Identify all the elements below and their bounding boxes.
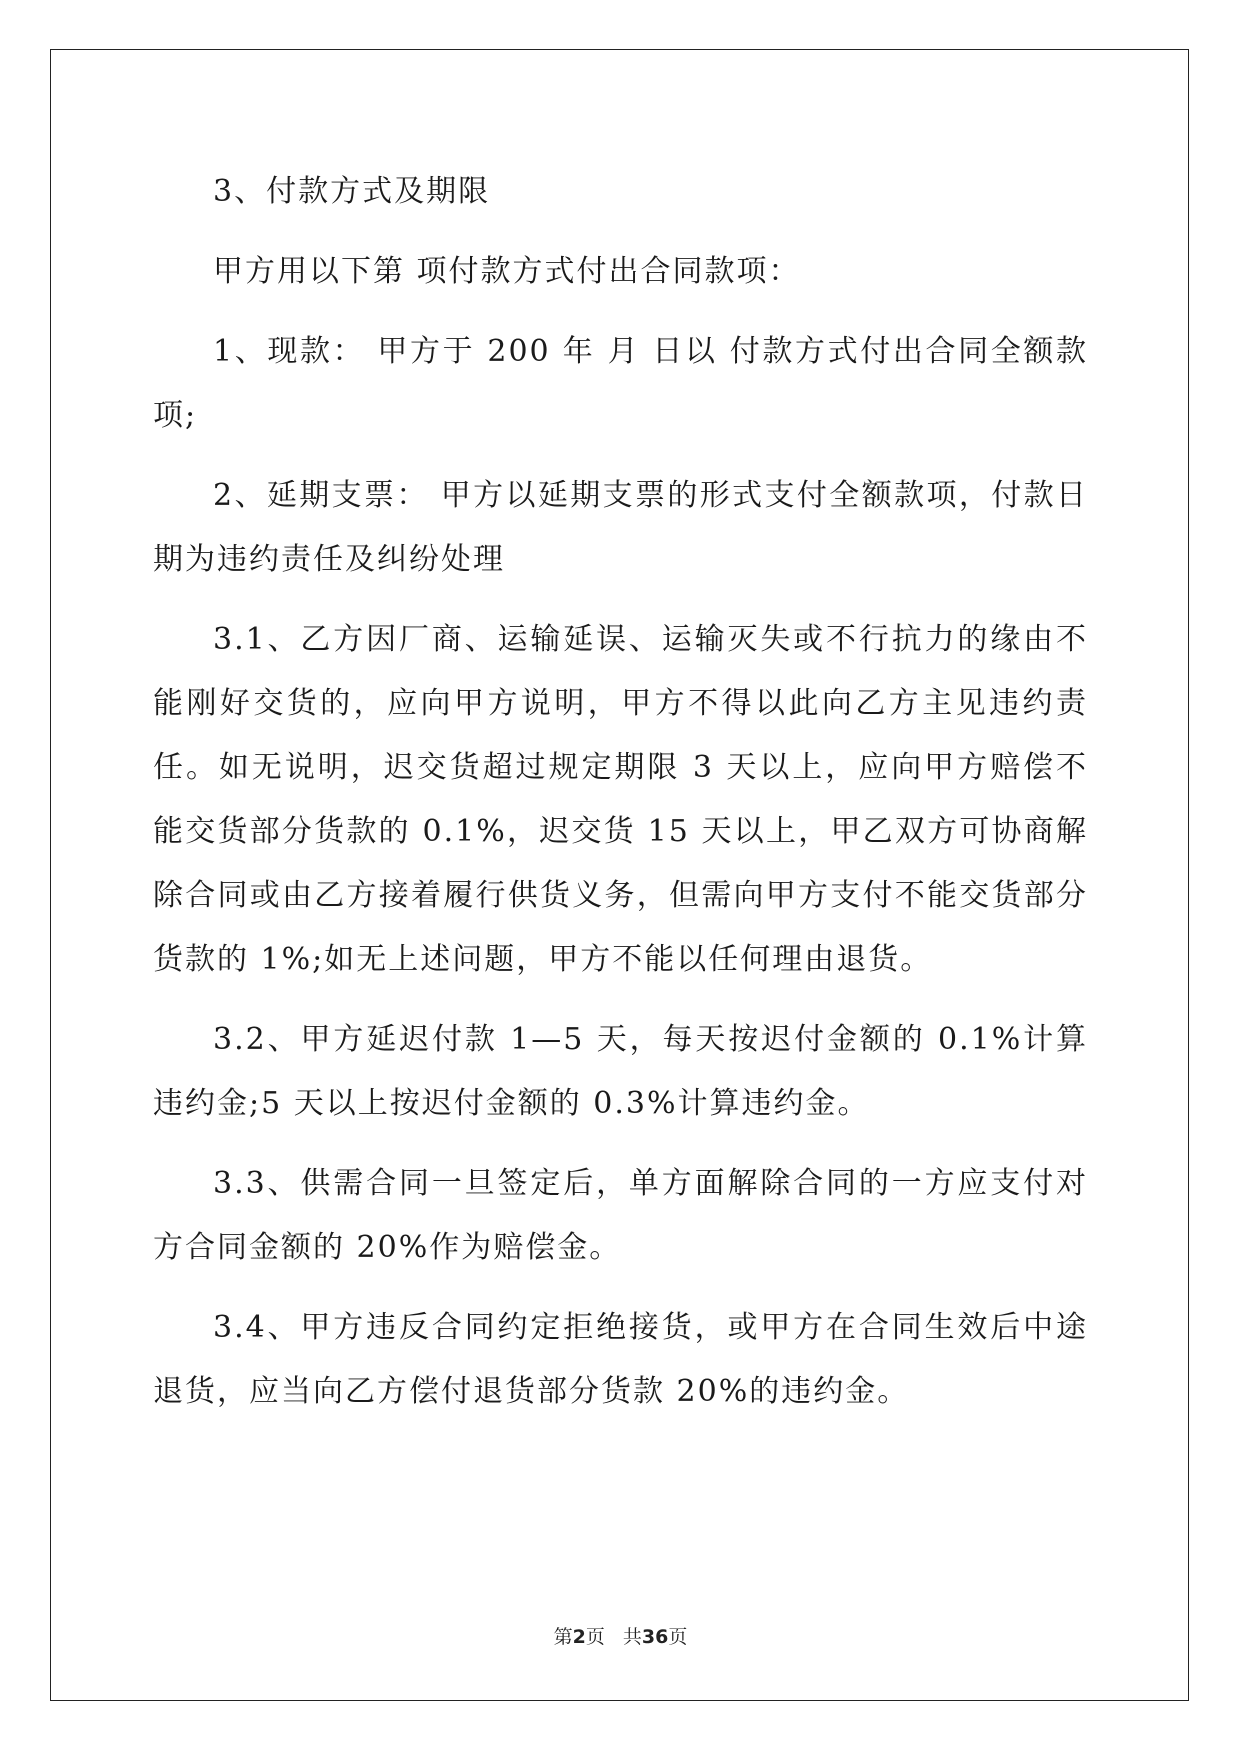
- paragraph-payment-method: 甲方用以下第 项付款方式付出合同款项：: [213, 254, 801, 289]
- paragraph-deferred-check: 2、延期支票： 甲方以延期支票的形式支付全额款项，付款日期为违约责任及纠纷处理: [153, 478, 1088, 577]
- page-number: 2: [572, 1626, 586, 1648]
- paragraph-clause-3-4: 3.4、甲方违反合同约定拒绝接货，或甲方在合同生效后中途退货，应当向乙方偿付退货部分货款 20%的违约金。: [153, 1310, 1088, 1409]
- total-suffix: 页: [668, 1626, 688, 1648]
- paragraph-clause-3-1: 3.1、乙方因厂商、运输延误、运输灭失或不行抗力的缘由不能刚好交货的，应向甲方说明，甲方不得以此向乙方主见违约责任。如无说明，迟交货超过规定期限 3 天以上，应向甲方赔偿不能交货部分货款的 0.1%，迟交货 15 天以上，甲乙双方可协商解除合同或由乙方接着履行供货义务，但需向甲方支付不能交货部分货款的 1%;如无上述问题，甲方不能以任何理由退货。: [153, 622, 1088, 977]
- section-heading-payment: 3、付款方式及期限: [213, 174, 491, 209]
- total-pages: 36: [641, 1626, 669, 1648]
- page-footer: [0, 1622, 1241, 1649]
- total-prefix: 共: [622, 1626, 642, 1648]
- document-body: [153, 160, 1088, 1440]
- paragraph-cash: 1、现款： 甲方于 200 年 月 日以 付款方式付出合同全额款项;: [153, 334, 1088, 433]
- paragraph-clause-3-2: 3.2、甲方延迟付款 1—5 天，每天按迟付金额的 0.1%计算违约金;5 天以上按迟付金额的 0.3%计算违约金。: [153, 1022, 1088, 1121]
- page-suffix: 页: [585, 1626, 605, 1648]
- paragraph-clause-3-3: 3.3、供需合同一旦签定后，单方面解除合同的一方应支付对方合同金额的 20%作为赔偿金。: [153, 1166, 1088, 1265]
- page-prefix: 第: [553, 1626, 573, 1648]
